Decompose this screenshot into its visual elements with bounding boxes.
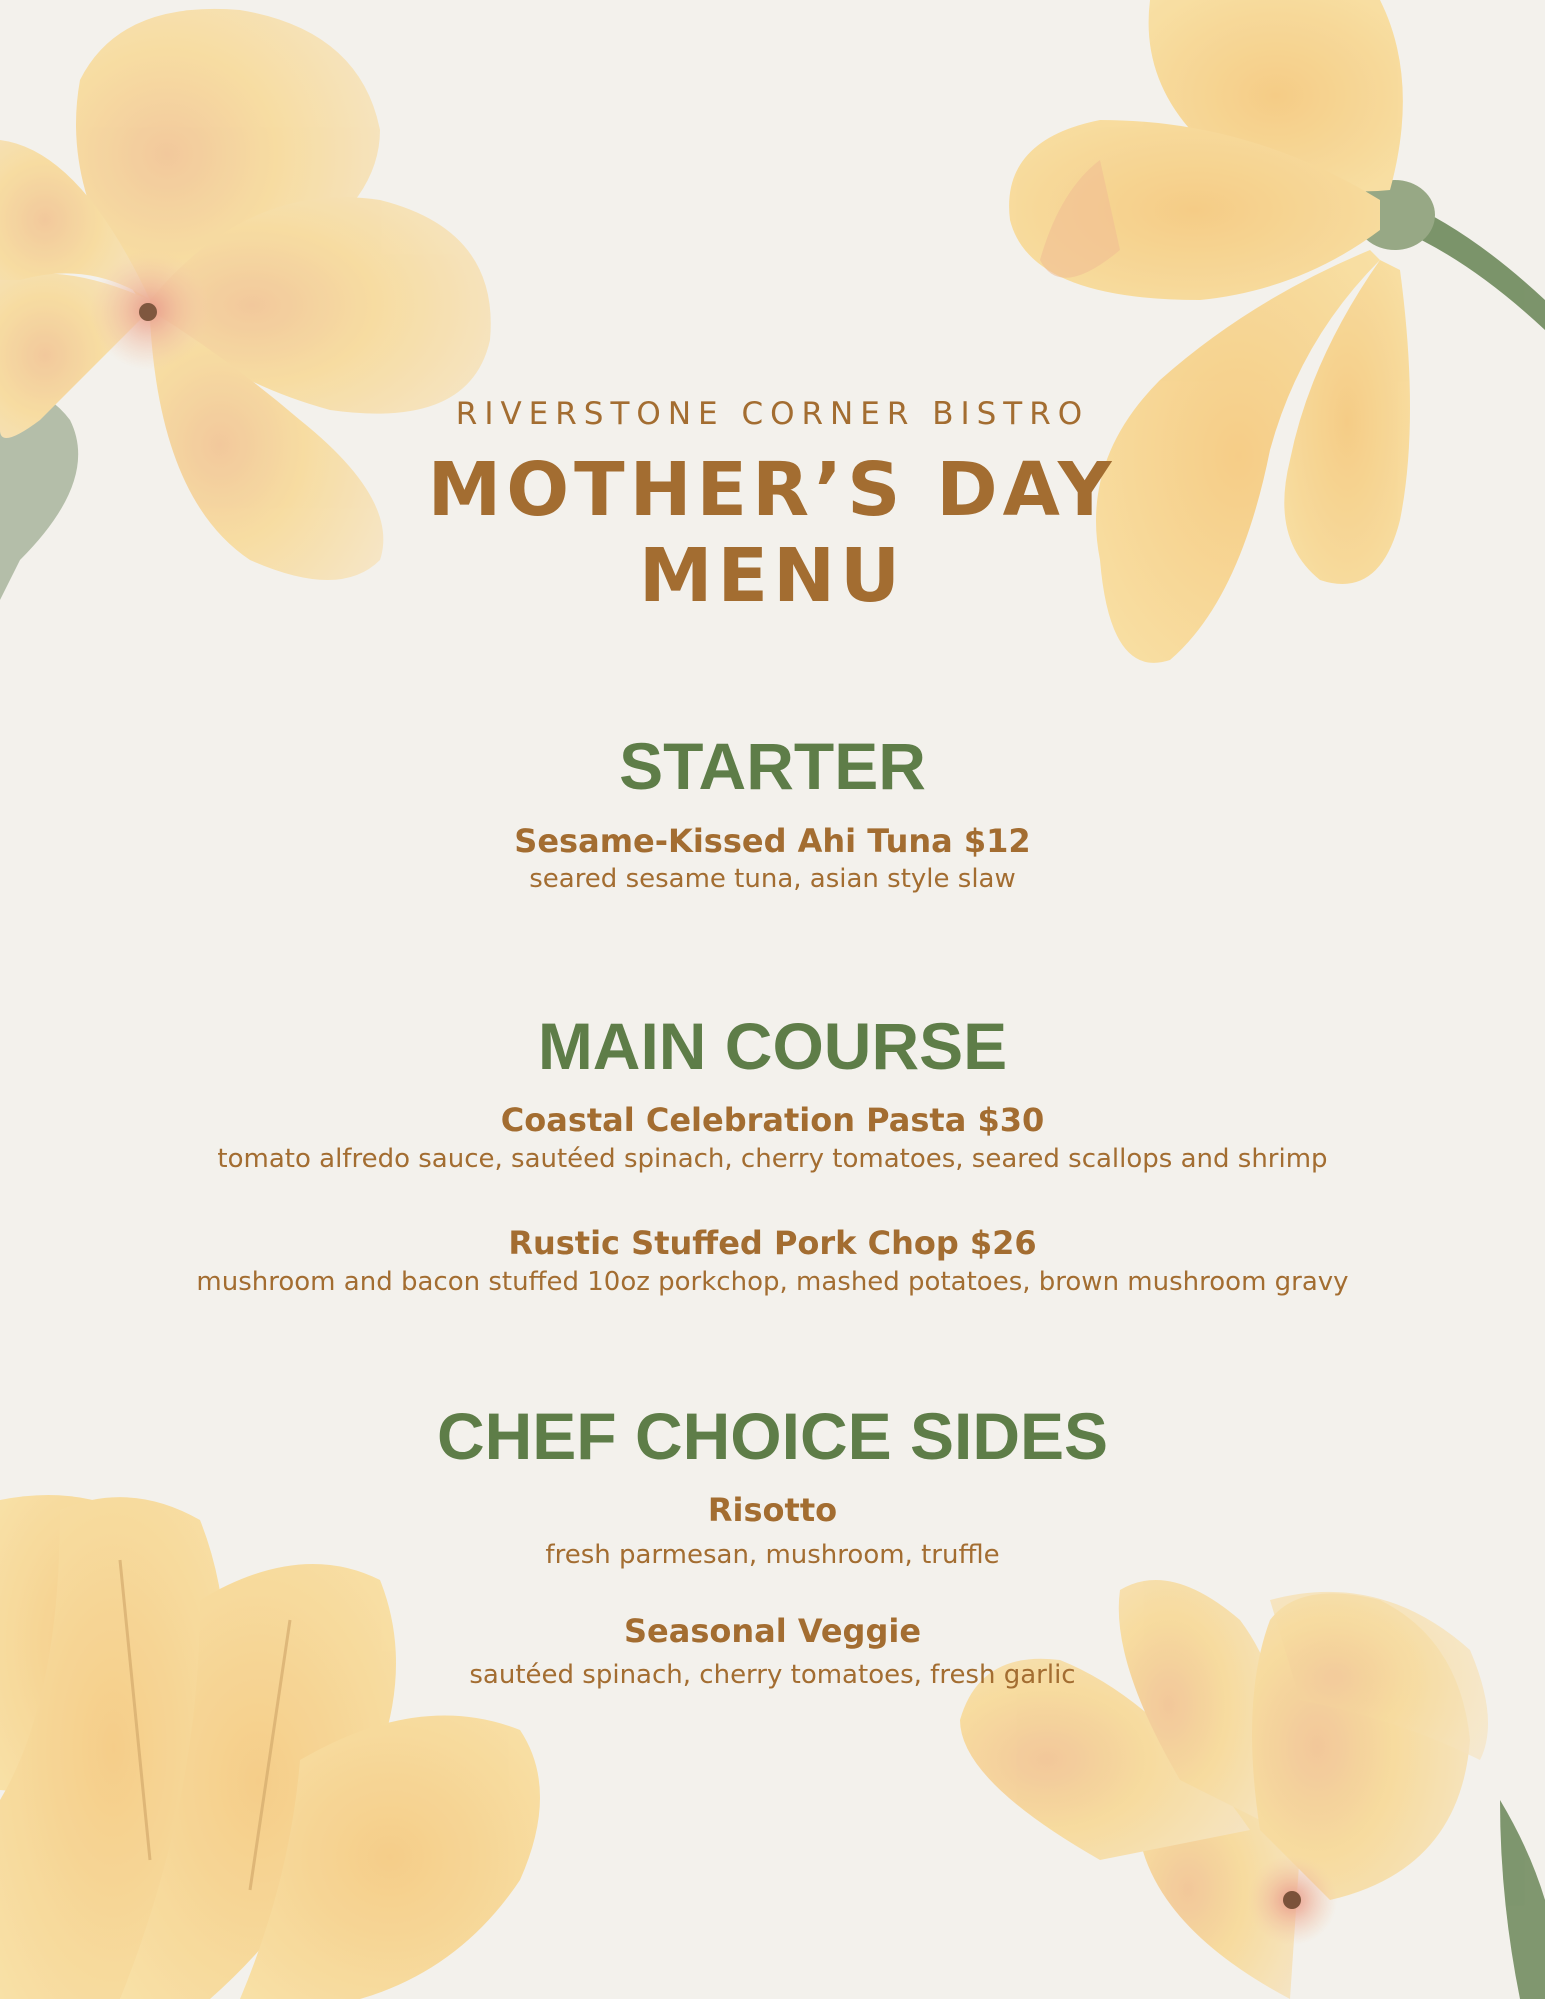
section-title-starter: STARTER bbox=[619, 729, 926, 803]
menu-title: MOTHER’S DAY MENU bbox=[427, 447, 1117, 619]
menu-item-name: Coastal Celebration Pasta $30 bbox=[500, 1101, 1045, 1139]
menu-item-description: seared sesame tuna, asian style slaw bbox=[529, 864, 1016, 894]
menu-item-description: fresh parmesan, mushroom, truffle bbox=[545, 1540, 1000, 1570]
menu-item-name: Seasonal Veggie bbox=[623, 1612, 922, 1650]
menu-item-name: Sesame-Kissed Ahi Tuna $12 bbox=[514, 822, 1031, 860]
menu-item-description: mushroom and bacon stuffed 10oz porkchop, mashed potatoes, brown mushroom gravy bbox=[196, 1267, 1349, 1297]
section-title-chef-choice-sides: CHEF CHOICE SIDES bbox=[436, 1399, 1109, 1473]
menu-item-description: sautéed spinach, cherry tomatoes, fresh garlic bbox=[469, 1660, 1076, 1690]
section-title-main-course: MAIN COURSE bbox=[537, 1009, 1008, 1083]
menu-item-description: tomato alfredo sauce, sautéed spinach, cherry tomatoes, seared scallops and shrimp bbox=[217, 1144, 1328, 1174]
menu-item-name: Rustic Stuffed Pork Chop $26 bbox=[508, 1224, 1037, 1262]
restaurant-name: RIVERSTONE CORNER BISTRO bbox=[455, 396, 1090, 432]
menu-item-name: Risotto bbox=[707, 1491, 838, 1529]
